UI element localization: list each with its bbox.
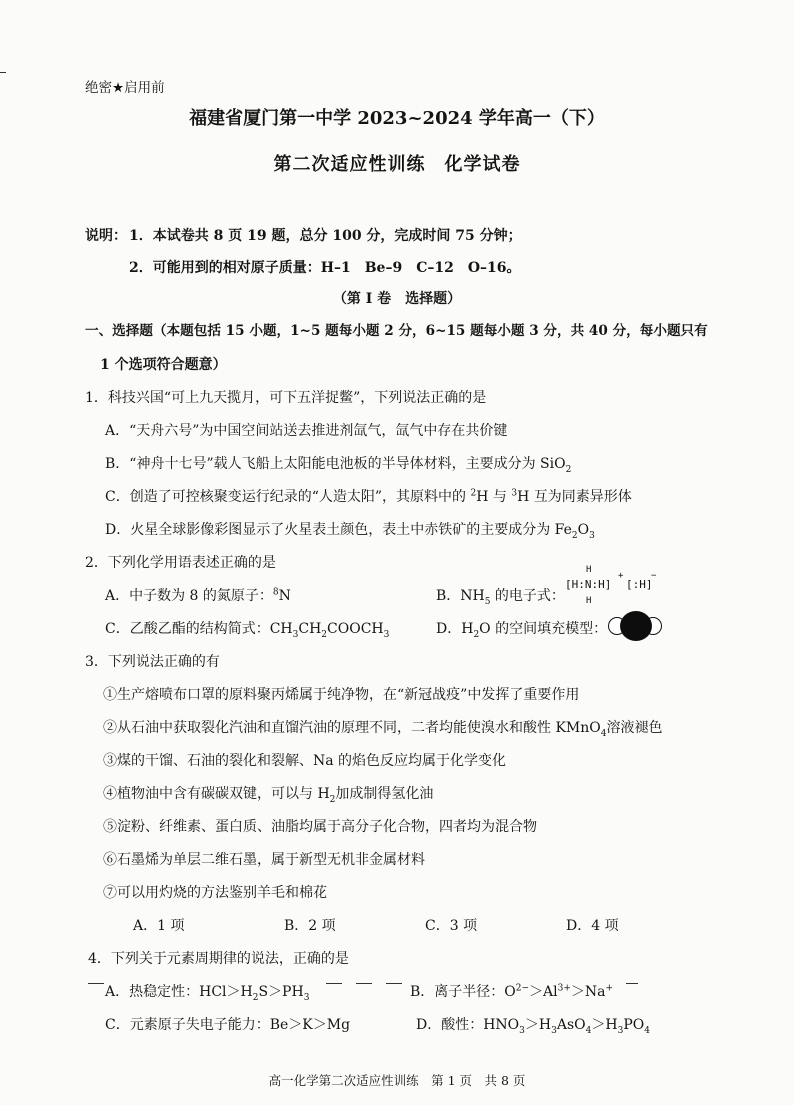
section-subtitle: （第 I 卷 选择题） xyxy=(332,291,462,307)
q3-statement-6: ⑥石墨烯为单层二维石墨，属于新型无机非金属材料 xyxy=(103,852,425,868)
q4-option-d: D．酸性：$HNO_3>H_3AsO_4>H_3PO_4$ xyxy=(416,1017,650,1036)
q2-option-d: D．$H_2O$ 的空间填充模型： xyxy=(436,621,608,640)
oxygen-atom xyxy=(620,611,652,641)
q2-option-c: C．乙酸乙酯的结构简式：$CH_3CH_2COOCH_3$ xyxy=(105,621,390,640)
margin-tick-mark xyxy=(0,72,6,73)
water-space-filling-model xyxy=(608,612,662,638)
q2-option-b: B．$NH_5$ 的电子式： xyxy=(436,588,565,607)
q3-statement-4: ④植物油中含有碳碳双键，可以与 $H_2$加成制得氢化油 xyxy=(103,786,434,805)
section-heading-line2: 1 个选项符合题意） xyxy=(100,357,227,373)
q1-stem: 1．科技兴国“可上九天揽月，可下五洋捉鳖”，下列说法正确的是 xyxy=(85,390,487,406)
electron-formula-minus: − xyxy=(651,571,657,581)
notes-label: 说明： xyxy=(85,228,127,244)
scan-dash-mark xyxy=(326,983,342,984)
q4-option-c: C．元素原子失电子能力：Be＞K＞Mg xyxy=(105,1017,351,1033)
q3-option-b: B．2 项 xyxy=(284,918,336,934)
scan-dash-mark xyxy=(356,983,372,984)
q3-statement-3: ③煤的干馏、石油的裂化和裂解、Na 的焰色反应均属于化学变化 xyxy=(103,753,507,769)
page-footer: 高一化学第二次适应性训练 第 1 页 共 8 页 xyxy=(268,1073,526,1088)
exam-subtitle: 第二次适应性训练 化学试卷 xyxy=(273,154,521,175)
q2-option-a: A．中子数为 8 的氮原子：$^8$N xyxy=(105,587,291,604)
note-item-1: 1．本试卷共 8 页 19 题，总分 100 分，完成时间 75 分钟； xyxy=(129,228,522,244)
q3-statement-1: ①生产熔喷布口罩的原料聚丙烯属于纯净物，在“新冠战疫”中发挥了重要作用 xyxy=(103,687,580,703)
electron-formula-anion: [:H] xyxy=(626,578,653,591)
q3-statement-2: ②从石油中获取裂化汽油和直馏汽油的原理不同，二者均能使溴水和酸性 KMnO$_4$溶液褪色 xyxy=(103,720,663,739)
section-heading-line1: 一、选择题（本题包括 15 小题，1~5 题每小题 2 分，6~15 题每小题 3 分，共 40 分，每小题只有 xyxy=(85,323,708,339)
electron-formula-cation: [H:N:H] xyxy=(565,578,612,591)
q4-option-b: B．离子半径：$O^{2-}>Al^{3+}>Na^+$ xyxy=(410,983,614,1000)
scan-dash-mark xyxy=(386,983,402,984)
q1-option-d: D．火星全球影像彩图显示了火星表土颜色，表土中赤铁矿的主要成分为 $Fe_2O_3$ xyxy=(105,522,595,541)
electron-formula-plus: + xyxy=(618,571,624,581)
confidential-mark: 绝密★启用前 xyxy=(85,80,165,96)
q2-stem: 2．下列化学用语表述正确的是 xyxy=(85,555,276,571)
q3-statement-7: ⑦可以用灼烧的方法鉴别羊毛和棉花 xyxy=(103,885,327,901)
electron-formula-top-h: H xyxy=(586,565,592,575)
q3-option-c: C．3 项 xyxy=(425,918,478,934)
q1-option-a: A．“天舟六号”为中国空间站送去推进剂氙气，氙气中存在共价键 xyxy=(105,423,508,439)
q1-option-b: B．“神舟十七号”载人飞船上太阳能电池板的半导体材料，主要成分为 SiO$_2$ xyxy=(105,456,572,475)
note-item-2: 2．可能用到的相对原子质量：H–1 Be–9 C–12 O–16。 xyxy=(129,260,521,276)
exam-title: 福建省厦门第一中学 2023~2024 学年高一（下） xyxy=(189,108,605,129)
scan-dash-mark xyxy=(88,983,104,984)
q1-option-c: C．创造了可控核聚变运行纪录的“人造太阳”，其原料中的 $^2$H 与 $^3$H 互为同素异形体 xyxy=(105,488,632,505)
q3-option-d: D．4 项 xyxy=(566,918,619,934)
q3-stem: 3．下列说法正确的有 xyxy=(85,654,220,670)
q4-option-a: A．热稳定性：$HCl>H_2S>PH_3$ xyxy=(105,984,310,1003)
electron-formula-bottom-h: H xyxy=(586,596,592,606)
scan-dash-mark xyxy=(626,983,638,984)
q4-stem: 4．下列关于元素周期律的说法，正确的是 xyxy=(88,951,349,967)
q3-option-a: A．1 项 xyxy=(133,918,185,934)
q3-statement-5: ⑤淀粉、纤维素、蛋白质、油脂均属于高分子化合物，四者均为混合物 xyxy=(103,819,537,835)
